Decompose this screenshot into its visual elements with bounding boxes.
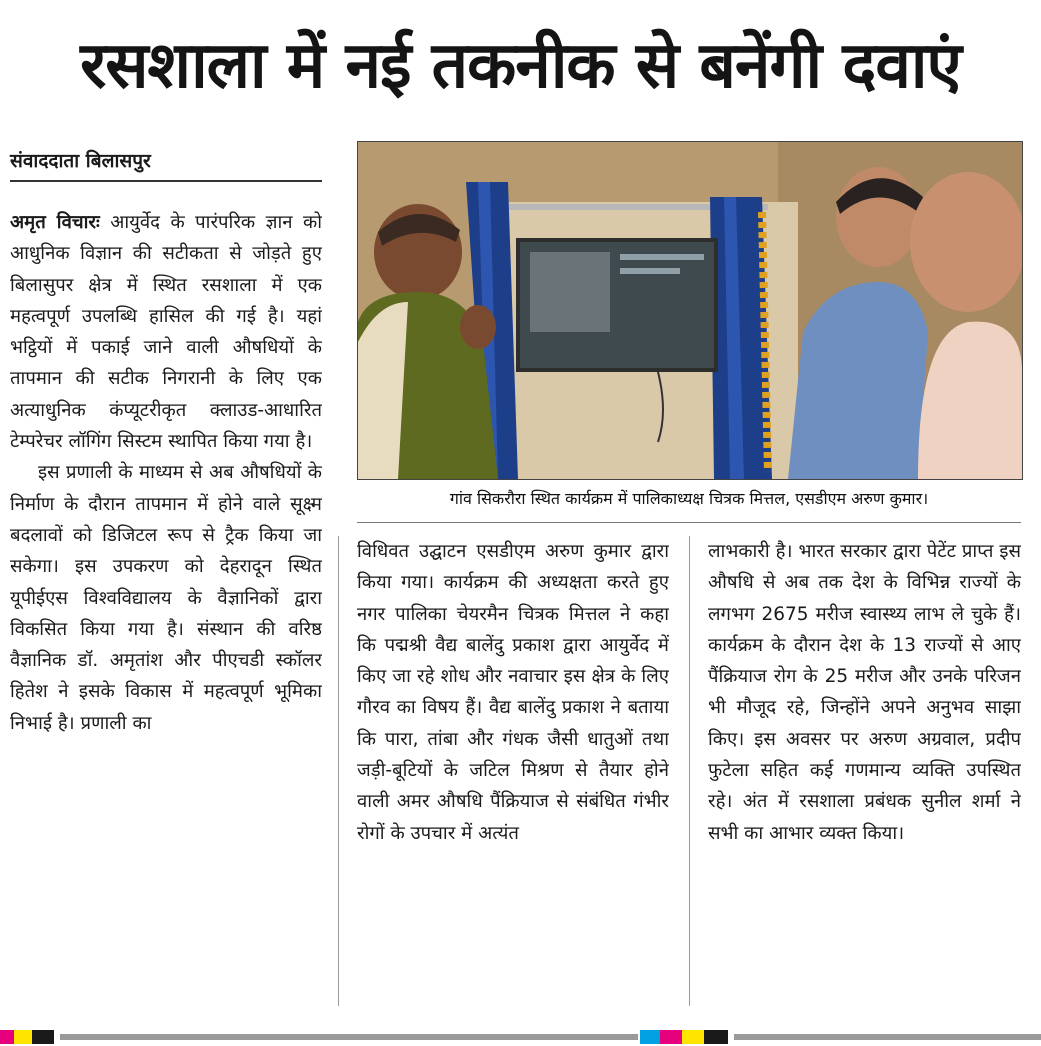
color-bar-line xyxy=(60,1034,638,1040)
magenta-swatch xyxy=(0,1030,14,1044)
byline-rule xyxy=(10,180,322,182)
byline: संवाददाता बिलासपुर xyxy=(10,150,151,172)
yellow-swatch-2 xyxy=(682,1030,704,1044)
news-photo xyxy=(357,141,1023,480)
photo-caption: गांव सिकरौरा स्थित कार्यक्रम में पालिकाध्यक्ष चित्रक मित्तल, एसडीएम अरुण कुमार। xyxy=(449,489,929,508)
column-2-text: विधिवत उद्घाटन एसडीएम अरुण कुमार द्वारा किया गया। कार्यक्रम की अध्यक्षता करते हुए नगर पालिका चेयरमैन चित्रक मित्तल ने कहा कि पद्मश्री वैद्य बालेंदु प्रकाश द्वारा आयुर्वेद में किए जा रहे शोध और नवाचार इस क्षेत्र के लिए गौरव का विषय हैं। वैद्य बालेंदु प्रकाश ने बताया कि पारा, तांबा और गंधक जैसी धातुओं तथा जड़ी-बूटियों के जटिल मिश्रण से तैयार होने वाली अमर औषधि पैंक्रियाज से संबंधित गंभीर रोगों के उपचार में अत्यंत xyxy=(357,541,669,844)
yellow-swatch xyxy=(14,1030,32,1044)
color-bar-line-2 xyxy=(734,1034,1041,1040)
article-paragraph-2: इस प्रणाली के माध्यम से अब औषधियों के निर्माण के दौरान तापमान में होने वाले सूक्ष्म बदलावों को डिजिटल रूप से ट्रैक किया जा सकेगा। इस उपकरण को देहरादून स्थित यूपीईएस विश्वविद्यालय के वैज्ञानिकों द्वारा विकसित किया गया है। संस्थान की वरिष्ठ वैज्ञानिक डॉ. अमृतांश और पीएचडी स्कॉलर हितेश ने इसके विकास में महत्वपूर्ण भूमिका निभाई है। प्रणाली का xyxy=(10,462,322,734)
cyan-swatch xyxy=(640,1030,660,1044)
column-3-text: लाभकारी है। भारत सरकार द्वारा पेटेंट प्राप्त इस औषधि से अब तक देश के विभिन्न राज्यों के लगभग 2675 मरीज स्वास्थ्य लाभ ले चुके हैं। कार्यक्रम के दौरान देश के 13 राज्यों से आए पैंक्रियाज रोग के 25 मरीज और उनके परिजन भी मौजूद रहे, जिन्होंने अपने अनुभव साझा किए। इस अवसर पर अरुण अग्रवाल, प्रदीप फुटेला सहित कई गणमान्य व्यक्ति उपस्थित रहे। अंत में रसशाला प्रबंधक सुनील शर्मा ने सभी का आभार व्यक्त किया। xyxy=(708,541,1021,844)
black-swatch-2 xyxy=(704,1030,728,1044)
article-column-3 xyxy=(708,536,1021,1006)
photo-illustration xyxy=(358,142,1022,479)
headline: रसशाला में नई तकनीक से बनेंगी दवाएं xyxy=(80,29,961,103)
black-swatch xyxy=(32,1030,54,1044)
paragraph-1-text: आयुर्वेद के पारंपरिक ज्ञान को आधुनिक विज्ञान की सटीकता से जोड़ते हुए बिलासुपर क्षेत्र में स्थित रसशाला में एक महत्वपूर्ण उपलब्धि हासिल की गई है। यहां भट्ठियों में पकाई जाने वाली औषधियों के तापमान की सटीक निगरानी के लिए एक अत्याधुनिक कंप्यूटरीकृत क्लाउड-आधारित टेम्परेचर लॉगिंग सिस्टम स्थापित किया गया है। xyxy=(10,212,322,453)
article-paragraph-1 xyxy=(10,207,322,457)
column-divider xyxy=(689,536,690,1006)
article-column-1 xyxy=(10,207,322,1007)
article-column-2 xyxy=(357,536,669,1006)
caption-rule xyxy=(357,522,1021,523)
dateline: अमृत विचारः xyxy=(10,212,100,233)
magenta-swatch-2 xyxy=(660,1030,682,1044)
print-color-bar xyxy=(0,1026,1041,1046)
column-divider xyxy=(338,536,339,1006)
